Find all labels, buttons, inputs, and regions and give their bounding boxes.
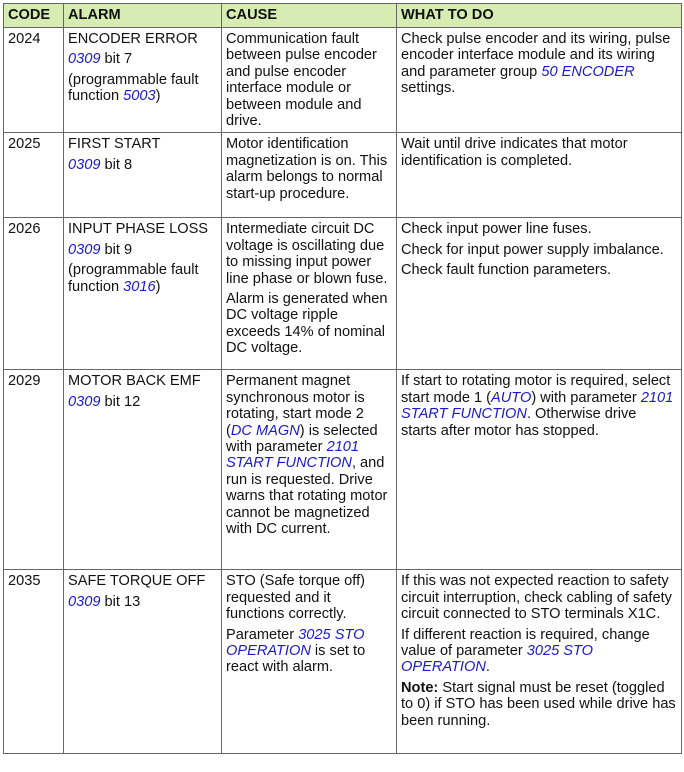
alarm-fault-function xyxy=(68,72,216,105)
bit-text: bit 12 xyxy=(100,393,141,410)
code-cell: 2035 xyxy=(4,570,64,754)
cause-cell xyxy=(222,133,397,218)
cause-text: Communication fault between pulse encoder and pulse encoder interface module or between module and drive. xyxy=(226,31,377,130)
cause-cell xyxy=(222,570,397,754)
note-label: Note: xyxy=(401,679,439,696)
cause-text-part: Parameter xyxy=(226,626,299,643)
alarm-name: SAFE TORQUE OFF xyxy=(68,573,206,590)
fault-text: (programmable fault function xyxy=(68,262,199,295)
alarm-param xyxy=(68,594,216,610)
cause-text-part: , and run is requested. Drive warns that rotating motor cannot be magnetized with DC current. xyxy=(226,455,388,538)
bit-text: bit 9 xyxy=(100,241,133,258)
alarm-name: MOTOR BACK EMF xyxy=(68,373,201,390)
sto-operation-link[interactable]: 3025 STO OPERATION xyxy=(401,643,594,676)
alarm-param xyxy=(68,394,216,410)
alarm-cell xyxy=(64,28,222,133)
header-code: CODE xyxy=(4,4,64,28)
todo-text-part: If start to rotating motor is required, select start mode 1 ( xyxy=(401,373,671,406)
alarm-name: FIRST START xyxy=(68,136,161,153)
fault-text-end: ) xyxy=(155,88,161,105)
fault-param-link[interactable]: 5003 xyxy=(123,88,156,105)
todo-text: Check for input power supply imbalance. xyxy=(401,241,664,258)
alarm-param xyxy=(68,51,216,67)
cause-text-part: is set to react with alarm. xyxy=(226,643,366,676)
todo-text-part: . Otherwise drive starts after motor has stopped. xyxy=(401,406,637,439)
alarm-table xyxy=(3,3,682,754)
todo-text: Check fault function parameters. xyxy=(401,262,612,279)
todo-text xyxy=(401,373,676,439)
header-cause: CAUSE xyxy=(222,4,397,28)
todo-text-part: Check pulse encoder and its wiring, pulse encoder interface module and its wiring and parameter group xyxy=(401,31,671,80)
todo-text-part: . xyxy=(485,659,490,676)
param-link[interactable]: 0309 xyxy=(68,241,101,258)
cause-cell xyxy=(222,370,397,570)
todo-note xyxy=(401,680,676,729)
bit-text: bit 8 xyxy=(100,156,133,173)
code-cell: 2024 xyxy=(4,28,64,133)
cause-text xyxy=(226,373,391,537)
param-link[interactable]: 0309 xyxy=(68,593,101,610)
table-row xyxy=(4,370,682,570)
alarm-cell xyxy=(64,370,222,570)
cause-cell xyxy=(222,218,397,370)
todo-cell xyxy=(397,28,682,133)
fault-text-end: ) xyxy=(155,278,161,295)
param-group-link[interactable]: 50 ENCODER xyxy=(541,63,635,80)
cause-text xyxy=(226,627,391,676)
code-cell: 2026 xyxy=(4,218,64,370)
todo-text xyxy=(401,627,676,676)
alarm-cell xyxy=(64,570,222,754)
note-text: Start signal must be reset (toggled to 0) if STO has been used while drive has been running. xyxy=(401,679,676,729)
todo-cell xyxy=(397,570,682,754)
cause-text: Intermediate circuit DC voltage is oscillating due to missing input power line phase or blown fuse. xyxy=(226,221,388,287)
header-alarm: ALARM xyxy=(64,4,222,28)
bit-text: bit 7 xyxy=(100,51,133,68)
header-row xyxy=(4,4,682,28)
todo-cell xyxy=(397,370,682,570)
todo-cell xyxy=(397,218,682,370)
alarm-cell xyxy=(64,133,222,218)
alarm-cell xyxy=(64,218,222,370)
start-function-link[interactable]: 2101 START FUNCTION xyxy=(401,389,674,423)
todo-text-part: settings. xyxy=(401,80,456,97)
todo-text-part: If different reaction is required, change value of parameter xyxy=(401,626,650,660)
alarm-param xyxy=(68,242,216,258)
alarm-param xyxy=(68,157,216,173)
cause-text-part: ) is selected with parameter xyxy=(226,422,378,456)
todo-cell xyxy=(397,133,682,218)
code-cell: 2025 xyxy=(4,133,64,218)
param-link[interactable]: 0309 xyxy=(68,393,101,410)
todo-text: If this was not expected reaction to safety circuit interruption, check cabling of safety circuit connected to STO terminals X1C. xyxy=(401,573,672,623)
table-row xyxy=(4,218,682,370)
start-mode-link[interactable]: DC MAGN xyxy=(230,422,300,439)
table-row xyxy=(4,133,682,218)
param-link[interactable]: 0309 xyxy=(68,51,101,68)
cause-text: STO (Safe torque off) requested and it functions correctly. xyxy=(226,573,365,623)
fault-param-link[interactable]: 3016 xyxy=(123,278,156,295)
start-function-link[interactable]: 2101 START FUNCTION xyxy=(226,439,360,472)
cause-text-part: Permanent magnet synchronous motor is rotating, start mode 2 ( xyxy=(226,373,365,439)
start-mode-link[interactable]: AUTO xyxy=(491,389,532,406)
cause-cell xyxy=(222,28,397,133)
param-link[interactable]: 0309 xyxy=(68,156,101,173)
todo-text xyxy=(401,31,676,97)
todo-text: Check input power line fuses. xyxy=(401,221,592,238)
fault-text: (programmable fault function xyxy=(68,71,199,105)
alarm-name: INPUT PHASE LOSS xyxy=(68,221,209,238)
table-row xyxy=(4,28,682,133)
header-what-to-do: WHAT TO DO xyxy=(397,4,682,28)
alarm-name: ENCODER ERROR xyxy=(68,31,198,47)
sto-operation-link[interactable]: 3025 STO OPERATION xyxy=(226,626,365,660)
todo-text: Wait until drive indicates that motor identification is completed. xyxy=(401,136,628,169)
todo-text-part: ) with parameter xyxy=(531,389,641,406)
code-cell: 2029 xyxy=(4,370,64,570)
alarm-fault-function xyxy=(68,262,216,295)
cause-text: Alarm is generated when DC voltage ripple exceeds 14% of nominal DC voltage. xyxy=(226,291,388,357)
table-row xyxy=(4,570,682,754)
cause-text: Motor identification magnetization is on. This alarm belongs to normal start-up procedure. xyxy=(226,136,388,202)
bit-text: bit 13 xyxy=(100,593,141,610)
